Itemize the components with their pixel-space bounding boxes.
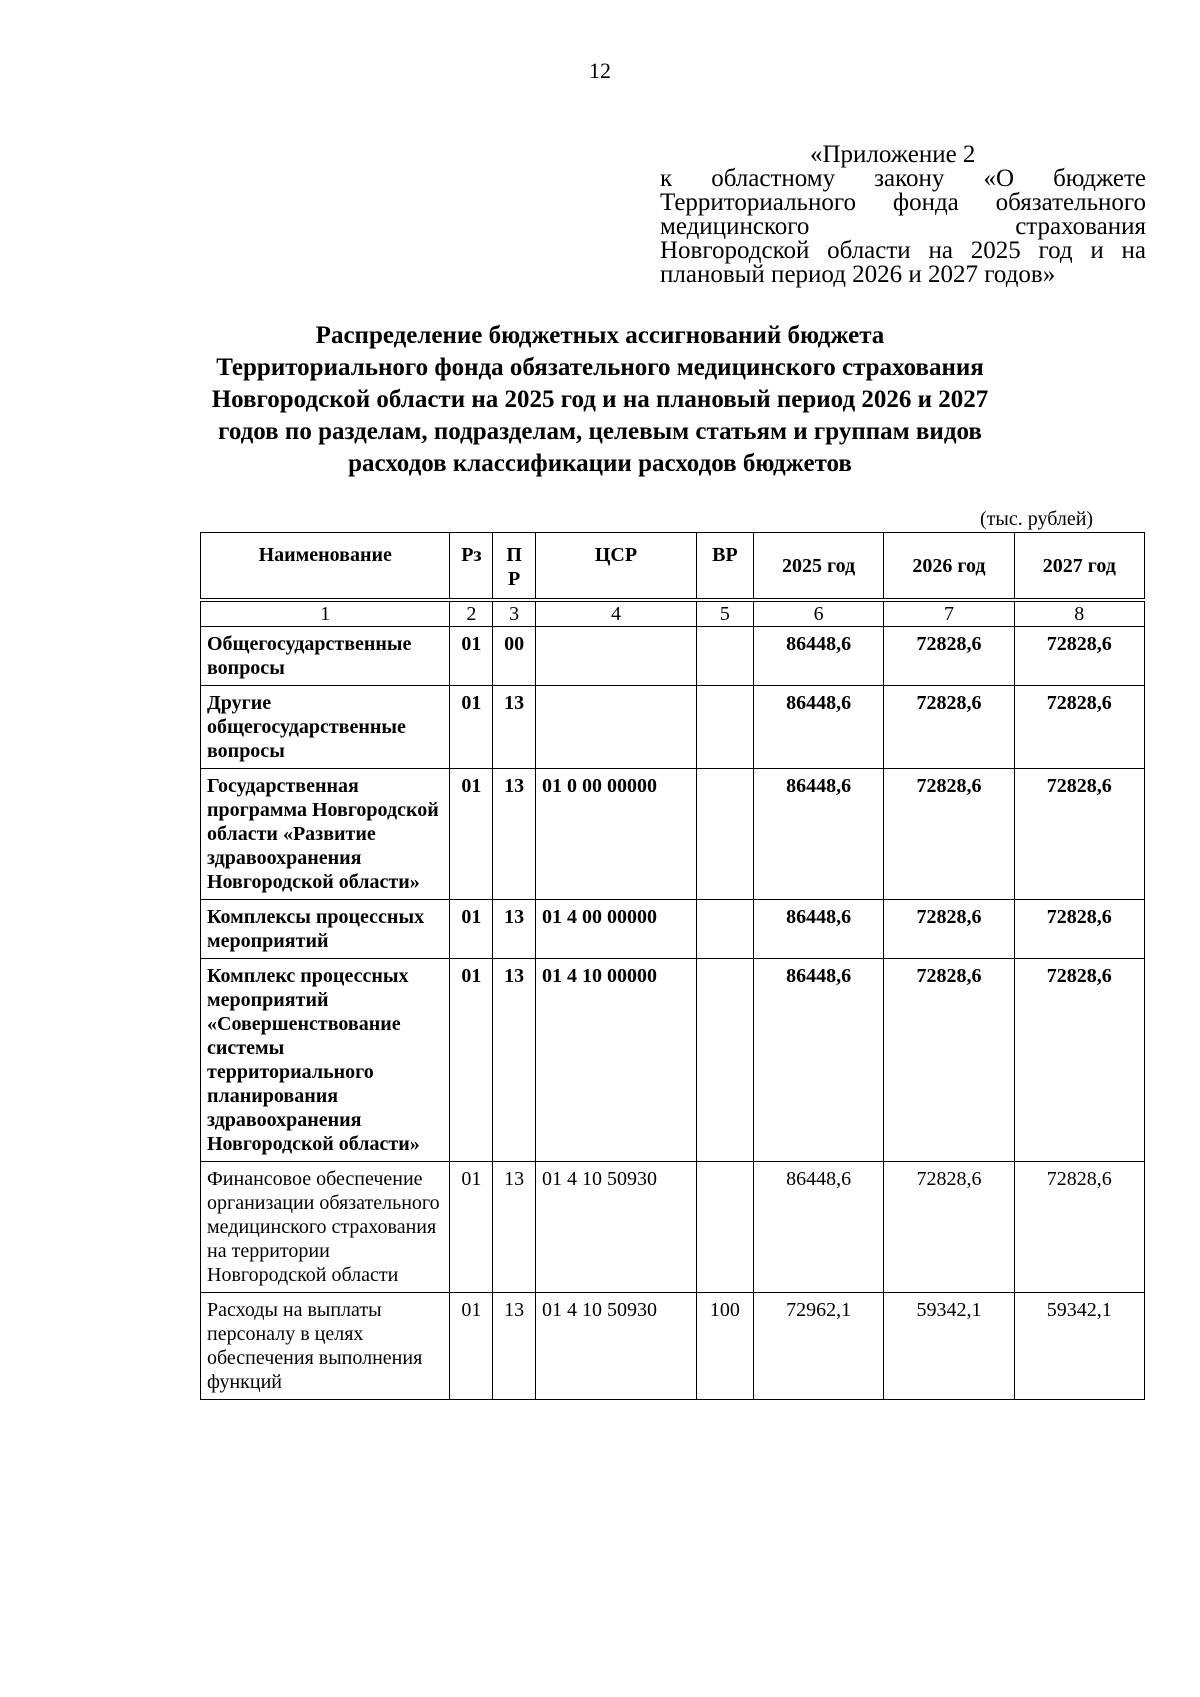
row-2025: 86448,6 bbox=[753, 900, 883, 959]
appendix-title: «Приложение 2 bbox=[810, 141, 976, 168]
table-row bbox=[201, 1293, 1145, 1400]
row-rz: 01 bbox=[450, 900, 493, 959]
title-line: годов по разделам, подразделам, целевым статьям и группам видов bbox=[218, 418, 982, 445]
row-csr bbox=[536, 627, 697, 686]
table-row bbox=[201, 686, 1145, 769]
column-number: 2 bbox=[450, 602, 493, 627]
row-2026: 72828,6 bbox=[884, 769, 1014, 900]
page-number: 12 bbox=[589, 58, 611, 83]
header-rz: Рз bbox=[450, 533, 493, 599]
row-2025: 86448,6 bbox=[753, 627, 883, 686]
row-2027: 72828,6 bbox=[1014, 686, 1144, 769]
header-pr bbox=[493, 533, 536, 599]
row-2026: 72828,6 bbox=[884, 627, 1014, 686]
row-2027: 72828,6 bbox=[1014, 1162, 1144, 1293]
row-pr: 00 bbox=[493, 627, 536, 686]
row-vr bbox=[696, 769, 753, 900]
column-number: 1 bbox=[201, 602, 450, 627]
row-vr bbox=[696, 900, 753, 959]
row-name: Комплексы процессных мероприятий bbox=[201, 900, 450, 959]
row-rz: 01 bbox=[450, 1293, 493, 1400]
table-row bbox=[201, 627, 1145, 686]
column-number-row bbox=[201, 602, 1145, 627]
row-vr bbox=[696, 686, 753, 769]
row-pr: 13 bbox=[493, 1293, 536, 1400]
row-2026: 59342,1 bbox=[884, 1293, 1014, 1400]
row-rz: 01 bbox=[450, 627, 493, 686]
header-name: Наименование bbox=[201, 533, 450, 599]
row-rz: 01 bbox=[450, 959, 493, 1162]
row-csr: 01 4 10 00000 bbox=[536, 959, 697, 1162]
row-2025: 72962,1 bbox=[753, 1293, 883, 1400]
title-line: Новгородской области на 2025 год и на плановый период 2026 и 2027 bbox=[211, 386, 989, 413]
row-vr bbox=[696, 959, 753, 1162]
appendix-line: Территориального фонда обязательного bbox=[660, 189, 1146, 216]
row-csr: 01 4 00 00000 bbox=[536, 900, 697, 959]
row-csr: 01 4 10 50930 bbox=[536, 1293, 697, 1400]
document-title bbox=[120, 320, 1080, 480]
row-pr: 13 bbox=[493, 769, 536, 900]
row-2026: 72828,6 bbox=[884, 686, 1014, 769]
column-number: 4 bbox=[536, 602, 697, 627]
row-rz: 01 bbox=[450, 769, 493, 900]
column-number: 8 bbox=[1014, 602, 1144, 627]
table-row bbox=[201, 1162, 1145, 1293]
row-2025: 86448,6 bbox=[753, 686, 883, 769]
row-pr: 13 bbox=[493, 900, 536, 959]
row-pr: 13 bbox=[493, 1162, 536, 1293]
header-pr-bottom: Р bbox=[508, 568, 521, 590]
row-vr bbox=[696, 1162, 753, 1293]
appendix-line: к областному закону «О бюджете bbox=[660, 165, 1146, 192]
appendix-line: Новгородской области на 2025 год и на bbox=[660, 237, 1146, 264]
row-name: Государственная программа Новгородской области «Развитие здравоохранения Новгородской области» bbox=[201, 769, 450, 900]
row-name: Финансовое обеспечение организации обязательного медицинского страхования на территории Новгородской области bbox=[201, 1162, 450, 1293]
budget-table bbox=[200, 532, 1145, 1400]
row-rz: 01 bbox=[450, 686, 493, 769]
row-2027: 72828,6 bbox=[1014, 627, 1144, 686]
appendix-block bbox=[660, 143, 1146, 287]
title-line: Территориального фонда обязательного медицинского страхования bbox=[216, 354, 984, 381]
row-pr: 13 bbox=[493, 959, 536, 1162]
row-2025: 86448,6 bbox=[753, 959, 883, 1162]
table-row bbox=[201, 769, 1145, 900]
row-2027: 72828,6 bbox=[1014, 959, 1144, 1162]
header-vr: ВР bbox=[696, 533, 753, 599]
header-csr: ЦСР bbox=[536, 533, 697, 599]
row-name: Комплекс процессных мероприятий «Совершенствование системы территориального планирования здравоохранения Новгородской области» bbox=[201, 959, 450, 1162]
title-line: Распределение бюджетных ассигнований бюджета bbox=[315, 322, 885, 349]
row-name: Другие общегосударственные вопросы bbox=[201, 686, 450, 769]
row-2026: 72828,6 bbox=[884, 1162, 1014, 1293]
row-csr: 01 4 10 50930 bbox=[536, 1162, 697, 1293]
row-2025: 86448,6 bbox=[753, 769, 883, 900]
row-2026: 72828,6 bbox=[884, 900, 1014, 959]
table-row bbox=[201, 959, 1145, 1162]
row-rz: 01 bbox=[450, 1162, 493, 1293]
appendix-line: медицинского страхования bbox=[660, 213, 1146, 240]
row-vr bbox=[696, 627, 753, 686]
header-2027: 2027 год bbox=[1014, 533, 1144, 599]
column-number: 3 bbox=[493, 602, 536, 627]
header-2026: 2026 год bbox=[884, 533, 1014, 599]
row-name: Расходы на выплаты персоналу в целях обеспечения выполнения функций bbox=[201, 1293, 450, 1400]
column-number: 6 bbox=[753, 602, 883, 627]
row-2027: 59342,1 bbox=[1014, 1293, 1144, 1400]
row-2027: 72828,6 bbox=[1014, 769, 1144, 900]
unit-note: (тыс. рублей) bbox=[980, 508, 1094, 530]
column-number: 7 bbox=[884, 602, 1014, 627]
row-2026: 72828,6 bbox=[884, 959, 1014, 1162]
row-2025: 86448,6 bbox=[753, 1162, 883, 1293]
row-name: Общегосударственные вопросы bbox=[201, 627, 450, 686]
row-2027: 72828,6 bbox=[1014, 900, 1144, 959]
appendix-line: плановый период 2026 и 2027 годов» bbox=[660, 261, 1056, 288]
row-vr: 100 bbox=[696, 1293, 753, 1400]
table-row bbox=[201, 900, 1145, 959]
header-2025: 2025 год bbox=[753, 533, 883, 599]
row-csr: 01 0 00 00000 bbox=[536, 769, 697, 900]
column-number: 5 bbox=[696, 602, 753, 627]
row-pr: 13 bbox=[493, 686, 536, 769]
row-csr bbox=[536, 686, 697, 769]
header-row bbox=[201, 533, 1145, 599]
header-pr-top: П bbox=[506, 544, 522, 566]
title-line: расходов классификации расходов бюджетов bbox=[348, 450, 852, 477]
